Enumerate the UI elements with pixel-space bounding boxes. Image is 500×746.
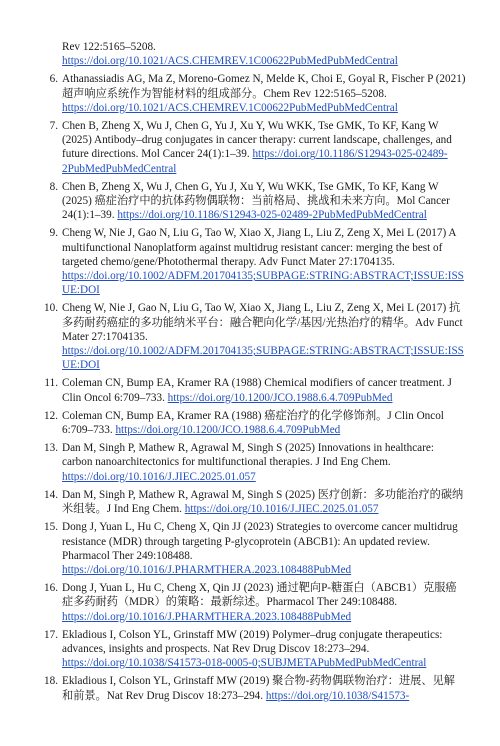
reference-body [62,520,466,577]
reference-number: 6. [49,73,58,86]
reference-text: Coleman CN, Bump EA, Kramer RA (1988) 癌症治疗的化学修饰剂。J Clin Oncol 6:709–733. [62,409,444,437]
reference-item [40,180,466,223]
doi-link[interactable]: https://doi.org/10.1002/ADFM.201704135;SUBPAGE:STRING:ABSTRACT;ISSUE:ISSUE:DOI [62,270,464,297]
reference-item [40,581,466,624]
reference-item [40,72,466,115]
reference-body [62,226,466,297]
reference-text: Cheng W, Nie J, Gao N, Liu G, Tao W, Xiao X, Jiang L, Liu Z, Zeng X, Mei L (2017) 抗多药耐药癌症的多功能纳米平台：融合靶向化学/基因/光热治疗的精华。Adv Funct Mater 27:1704135. [62,302,463,343]
reference-body [62,409,466,437]
reference-text: Rev 122:5165–5208. [62,41,156,53]
reference-text: Chen B, Zheng X, Wu J, Chen G, Yu J, Xu Y, Wu WKK, Tse GMK, To KF, Kang W (2025) 癌症治疗中的抗体药物偶联物：当前格局、挑战和未来方向。Mol Cancer 24(1):1–39. [62,180,450,222]
reference-item [40,409,466,437]
doi-link[interactable]: https://doi.org/10.1016/J.PHARMTHERA.2023.108488PubMed [62,610,352,623]
doi-link[interactable]: https://doi.org/10.1016/J.JIEC.2025.01.057 [62,470,256,483]
reference-continuation [40,40,466,68]
reference-text: Dong J, Yuan L, Hu C, Cheng X, Qin JJ (2023) 通过靶向P-糖蛋白（ABCB1）克服癌症多药耐药（MDR）的策略：最新综述。Pharmacol Ther 249:108488. [62,582,457,609]
doi-link[interactable]: https://doi.org/10.1186/S12943-025-02489-2PubMedPubMedCentral [62,148,448,175]
doi-link[interactable]: https://doi.org/10.1016/J.JIEC.2025.01.057 [184,503,379,516]
reference-number: 9. [49,227,58,240]
doi-link[interactable]: https://doi.org/10.1038/S41573-018-0005-0;SUBJMETAPubMedPubMedCentral [62,657,427,670]
reference-body [62,180,466,223]
doi-link[interactable]: https://doi.org/10.1021/ACS.CHEMREV.1C00622PubMedPubMedCentral [62,55,398,68]
reference-number: 7. [49,120,58,133]
doi-link[interactable]: https://doi.org/10.1021/ACS.CHEMREV.1C00622PubMedPubMedCentral [62,101,398,114]
doi-link[interactable]: https://doi.org/10.1038/S41573- [265,689,410,702]
reference-body [62,674,466,702]
reference-item [40,441,466,484]
reference-text: Ekladious I, Colson YL, Grinstaff MW (2019) 聚合物-药物偶联物治疗：进展、见解和前景。Nat Rev Drug Discov 18:273–294. [62,675,455,702]
reference-text: Dong J, Yuan L, Hu C, Cheng X, Qin JJ (2023) Strategies to overcome cancer multidrug resistance (MDR) through targeting P-glycoprotein (ABCB1): An updated review. Pharmacol Ther 249:108488. [62,521,458,562]
reference-number: 11. [44,377,58,390]
reference-body [62,119,466,176]
reference-list [40,40,466,703]
doi-link[interactable]: https://doi.org/10.1002/ADFM.201704135;SUBPAGE:STRING:ABSTRACT;ISSUE:ISSUE:DOI [62,345,464,372]
reference-text: Ekladious I, Colson YL, Grinstaff MW (2019) Polymer–drug conjugate therapeutics: advances, insights and prospects. Nat Rev Drug Discov 18:273–294. [62,628,443,655]
reference-text: Chen B, Zheng X, Wu J, Chen G, Yu J, Xu Y, Wu WKK, Tse GMK, To KF, Kang W (2025) Antibody–drug conjugates in cancer therapy: current landscape, challenges, and future directions. Mol Cancer 24(1):1–39. [62,120,452,161]
reference-body [62,488,466,516]
reference-number: 14. [44,488,58,501]
reference-body [62,301,466,372]
doi-link[interactable]: https://doi.org/10.1200/JCO.1988.6.4.709PubMed [167,391,393,404]
reference-item [40,119,466,176]
reference-item [40,376,466,404]
reference-number: 12. [44,409,58,422]
reference-item [40,628,466,671]
reference-body [62,441,466,484]
reference-number: 16. [44,582,58,595]
reference-number: 18. [44,675,58,688]
reference-number: 8. [49,180,58,193]
reference-item [40,674,466,702]
reference-text: Coleman CN, Bump EA, Kramer RA (1988) Chemical modifiers of cancer treatment. J Clin Oncol 6:709–733. [62,377,452,404]
reference-number: 10. [44,302,58,315]
reference-item [40,301,466,372]
doi-link[interactable]: https://doi.org/10.1016/J.PHARMTHERA.2023.108488PubMed [62,563,352,576]
reference-item [40,226,466,297]
reference-body [62,40,466,68]
reference-body [62,72,466,115]
reference-text: Athanassiadis AG, Ma Z, Moreno-Gomez N, Melde K, Choi E, Goyal R, Fischer P (2021) 超声响应系统作为智能材料的组成部分。Chem Rev 122:5165–5208. [62,73,466,100]
reference-number: 13. [44,442,58,455]
reference-number: 15. [44,521,58,534]
reference-page [0,40,500,746]
reference-body [62,581,466,624]
reference-text: Cheng W, Nie J, Gao N, Liu G, Tao W, Xiao X, Jiang L, Liu Z, Zeng X, Mei L (2017) A multifunctional Nanoplatform against multidrug resistant cancer: merging the best of targeted chemo/gene/Photothermal therapy. Adv Funct Mater 27:1704135. [62,227,456,268]
reference-number: 17. [44,628,58,641]
reference-text: Dan M, Singh P, Mathew R, Agrawal M, Singh S (2025) Innovations in healthcare: carbon nanoarchitectonics for multifunctional therapies. J Ind Eng Chem. [62,442,434,469]
reference-body [62,376,466,404]
reference-item [40,520,466,577]
reference-item [40,488,466,516]
doi-link[interactable]: https://doi.org/10.1186/S12943-025-02489-2PubMedPubMedCentral [117,209,427,222]
doi-link[interactable]: https://doi.org/10.1200/JCO.1988.6.4.709PubMed [115,424,341,437]
reference-text: Dan M, Singh P, Mathew R, Agrawal M, Singh S (2025) 医疗创新：多功能治疗的碳纳米组装。J Ind Eng Chem. [62,488,464,516]
reference-body [62,628,466,671]
